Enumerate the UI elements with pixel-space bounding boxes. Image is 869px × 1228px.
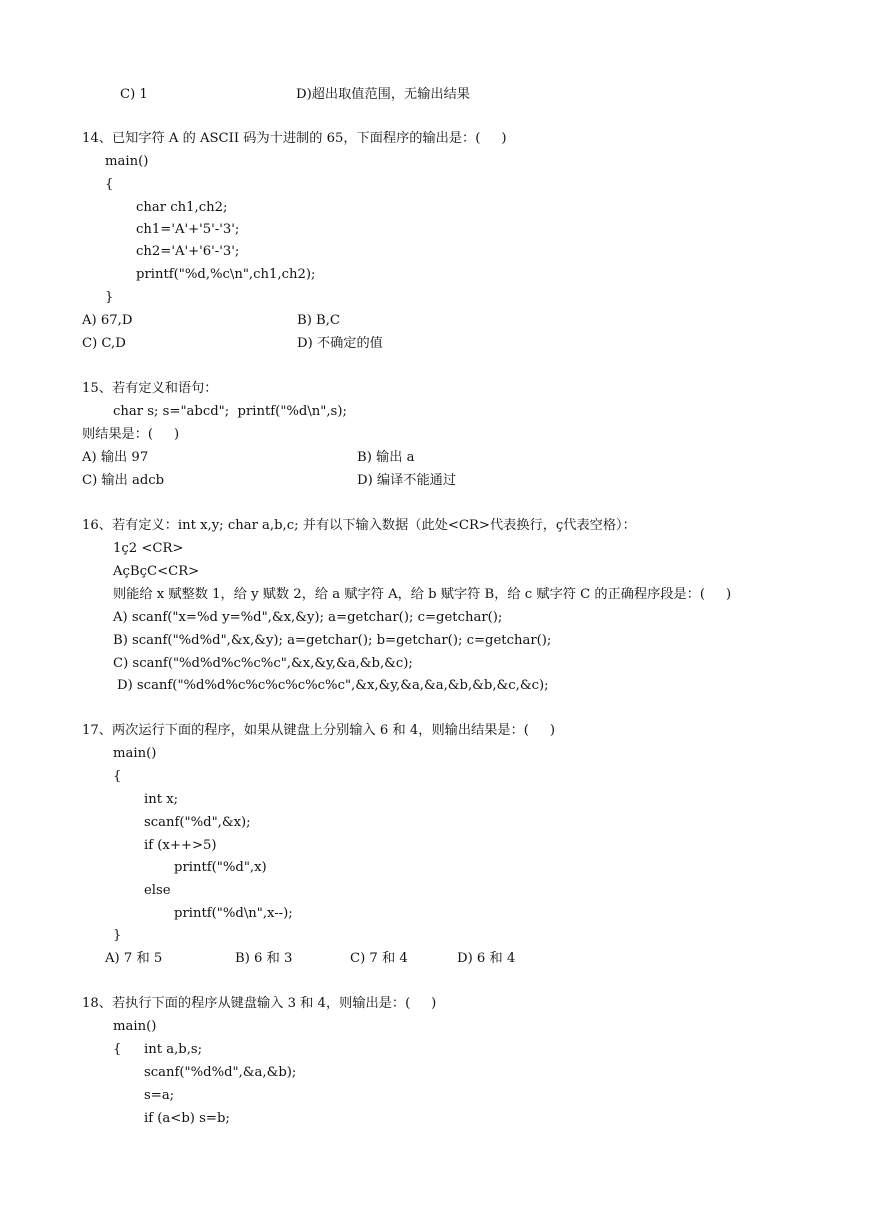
q17-code-line: printf("%d\n",x--); — [174, 906, 293, 921]
q16-input-line: AçBçC<CR> — [113, 564, 200, 579]
q17-code-line: main() — [113, 746, 157, 761]
q18-code-line: int a,b,s; — [144, 1042, 203, 1057]
q14-code-line: { — [105, 177, 114, 192]
q13-option-c: C) 1 — [120, 87, 148, 102]
q17-code-line: printf("%d",x) — [174, 860, 267, 875]
q14-code-line: } — [105, 290, 114, 305]
q17-code-line: int x; — [144, 792, 179, 807]
q16-option-b: B) scanf("%d%d",&x,&y); a=getchar(); b=getchar(); c=getchar(); — [113, 633, 552, 648]
q14-code-line: printf("%d,%c\n",ch1,ch2); — [136, 267, 316, 282]
q14-code-line: main() — [105, 154, 149, 169]
q17-code-line: { — [113, 769, 122, 784]
q17-option-c: C) 7 和 4 — [350, 951, 408, 966]
q14-option-c: C) C,D — [82, 336, 126, 351]
q17-code-line: else — [144, 883, 171, 898]
q17-code-line: } — [113, 928, 122, 943]
q18-code-line: scanf("%d%d",&a,&b); — [144, 1065, 297, 1080]
q14-stem: 14、已知字符 A 的 ASCII 码为十进制的 65，下面程序的输出是：( ) — [82, 131, 507, 146]
q14-code-line: char ch1,ch2; — [136, 200, 228, 215]
q18-code-line: s=a; — [144, 1088, 175, 1103]
q18-stem: 18、若执行下面的程序从键盘输入 3 和 4，则输出是：( ) — [82, 996, 437, 1011]
q14-code-line: ch1='A'+'5'-'3'; — [136, 222, 240, 237]
q17-option-b: B) 6 和 3 — [235, 951, 293, 966]
q17-code-line: scanf("%d",&x); — [144, 815, 251, 830]
q16-option-a: A) scanf("x=%d y=%d",&x,&y); a=getchar(); c=getchar(); — [113, 610, 503, 625]
q18-code-line: if (a<b) s=b; — [144, 1111, 230, 1126]
q17-code-line: if (x++>5) — [144, 838, 217, 853]
q15-option-a: A) 输出 97 — [82, 450, 149, 465]
q14-option-d: D) 不确定的值 — [297, 336, 383, 351]
q15-option-b: B) 输出 a — [357, 450, 415, 465]
q16-input-line: 1ç2 <CR> — [113, 541, 184, 556]
q18-code-line: main() — [113, 1019, 157, 1034]
q18-code-line: { — [113, 1042, 122, 1057]
q16-option-c: C) scanf("%d%d%c%c%c",&x,&y,&a,&b,&c); — [113, 656, 413, 671]
q15-option-c: C) 输出 adcb — [82, 473, 165, 488]
q14-option-a: A) 67,D — [82, 313, 133, 328]
q16-option-d: D) scanf("%d%d%c%c%c%c%c%c",&x,&y,&a,&a,&b,&b,&c,&c); — [117, 678, 549, 693]
q17-option-d: D) 6 和 4 — [457, 951, 516, 966]
q14-code-line: ch2='A'+'6'-'3'; — [136, 244, 240, 259]
q15-code: char s; s="abcd"; printf("%d\n",s); — [113, 404, 347, 419]
q16-question: 则能给 x 赋整数 1，给 y 赋数 2，给 a 赋字符 A，给 b 赋字符 B，给 c 赋字符 C 的正确程序段是：( ) — [113, 587, 732, 602]
q15-result-prompt: 则结果是：( ) — [82, 427, 180, 442]
q16-stem: 16、若有定义：int x,y; char a,b,c; 并有以下输入数据（此处<CR>代表换行，ç代表空格）： — [82, 518, 636, 533]
q17-option-a: A) 7 和 5 — [105, 951, 163, 966]
q17-stem: 17、两次运行下面的程序，如果从键盘上分别输入 6 和 4，则输出结果是：( ) — [82, 723, 556, 738]
q15-stem: 15、若有定义和语句： — [82, 381, 218, 396]
q14-option-b: B) B,C — [297, 313, 341, 328]
q15-option-d: D) 编译不能通过 — [357, 473, 457, 488]
q13-option-d: D)超出取值范围，无输出结果 — [296, 87, 470, 102]
